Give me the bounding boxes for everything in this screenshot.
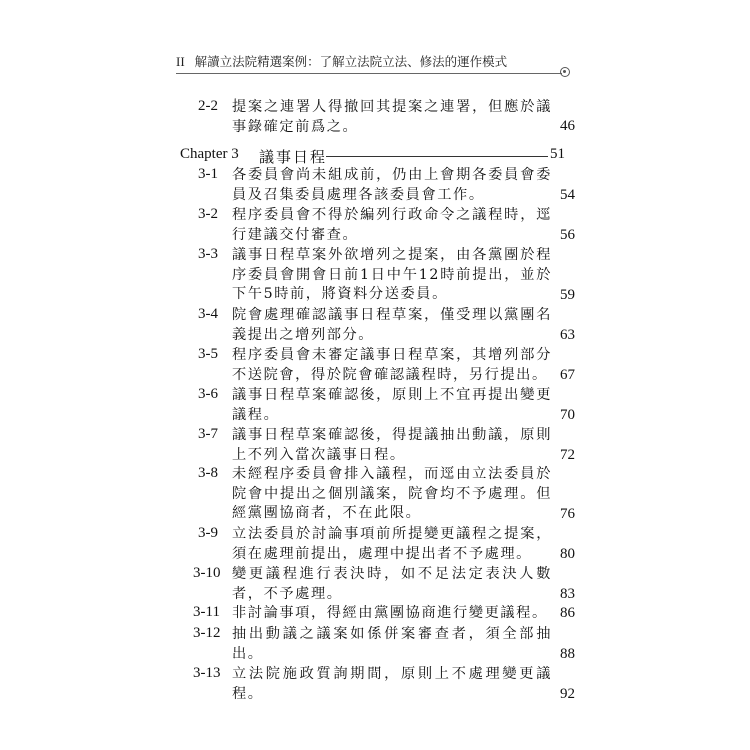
entry-number: 2-2 <box>198 98 218 114</box>
entry-number: 3-2 <box>198 206 218 222</box>
entry-page: 59 <box>560 287 575 303</box>
entry-text: 各委員會尚未組成前，仍由上會期各委員會委員及召集委員處理各該委員會工作。 <box>232 167 552 203</box>
entry-number: 3-5 <box>198 346 218 362</box>
entry-number: 3-10 <box>193 565 221 581</box>
entry-number: 3-7 <box>198 426 218 442</box>
chapter-heading[interactable] <box>0 146 750 166</box>
running-header <box>176 52 576 72</box>
page-roman-numeral: II <box>176 54 185 69</box>
entry-number: 3-11 <box>193 604 220 620</box>
book-title: 解讀立法院精選案例：了解立法院立法、修法的運作模式 <box>194 54 508 69</box>
entry-number: 3-1 <box>198 166 218 182</box>
entry-number: 3-12 <box>193 625 221 641</box>
entry-page: 72 <box>560 447 575 463</box>
entry-text: 議事日程草案確認後，得提議抽出動議，原則上不列入當次議事日程。 <box>232 427 552 463</box>
entry-page: 76 <box>560 506 575 522</box>
entry-page: 70 <box>560 407 575 423</box>
header-rule <box>176 73 562 74</box>
entry-text: 變更議程進行表決時，如不足法定表決人數者，不予處理。 <box>232 566 552 602</box>
chapter-label: Chapter 3 <box>180 146 239 162</box>
entry-text: 抽出動議之議案如係併案審查者，須全部抽出。 <box>232 626 552 662</box>
entry-text: 程序委員會未審定議事日程草案，其增列部分不送院會，得於院會確認議程時，另行提出。 <box>232 347 552 383</box>
entry-page: 92 <box>560 686 575 702</box>
entry-page: 86 <box>560 605 575 621</box>
entry-number: 3-4 <box>198 306 218 322</box>
entry-text: 提案之連署人得撤回其提案之連署，但應於議事錄確定前爲之。 <box>232 99 552 135</box>
entry-page: 56 <box>560 227 575 243</box>
entry-text: 議事日程草案確認後，原則上不宜再提出變更議程。 <box>232 387 552 423</box>
entry-text: 未經程序委員會排入議程，而逕由立法委員於院會中提出之個別議案，院會均不予處理。但經黨團協商者，不在此限。 <box>232 466 552 521</box>
entry-page: 88 <box>560 646 575 662</box>
entry-page: 67 <box>560 367 575 383</box>
entry-page: 63 <box>560 327 575 343</box>
chapter-leader-line <box>326 156 548 157</box>
entry-number: 3-9 <box>198 525 218 541</box>
entry-page: 83 <box>560 586 575 602</box>
entry-number: 3-8 <box>198 465 218 481</box>
entry-page: 54 <box>560 187 575 203</box>
entry-text: 議事日程草案外欲增列之提案，由各黨團於程序委員會開會日前1日中午12時前提出，並於下午5時前，將資料分送委員。 <box>232 247 552 302</box>
entry-text: 非討論事項，得經由黨團協商進行變更議程。 <box>232 605 548 621</box>
entry-number: 3-13 <box>193 665 221 681</box>
chapter-page: 51 <box>550 146 565 162</box>
entry-page: 46 <box>560 118 575 134</box>
entry-text: 院會處理確認議事日程草案，僅受理以黨團名義提出之增列部分。 <box>232 307 552 343</box>
entry-page: 80 <box>560 546 575 562</box>
entry-text: 程序委員會不得於編列行政命令之議程時，逕行建議交付審查。 <box>232 207 552 243</box>
entry-text: 立法委員於討論事項前所提變更議程之提案，須在處理前提出，處理中提出者不予處理。 <box>232 526 552 562</box>
chapter-title: 議事日程 <box>259 148 328 166</box>
entry-text: 立法院施政質詢期間，原則上不處理變更議程。 <box>232 666 552 702</box>
entry-number: 3-3 <box>198 246 218 262</box>
header-ornament-icon <box>560 67 570 77</box>
entry-number: 3-6 <box>198 386 218 402</box>
